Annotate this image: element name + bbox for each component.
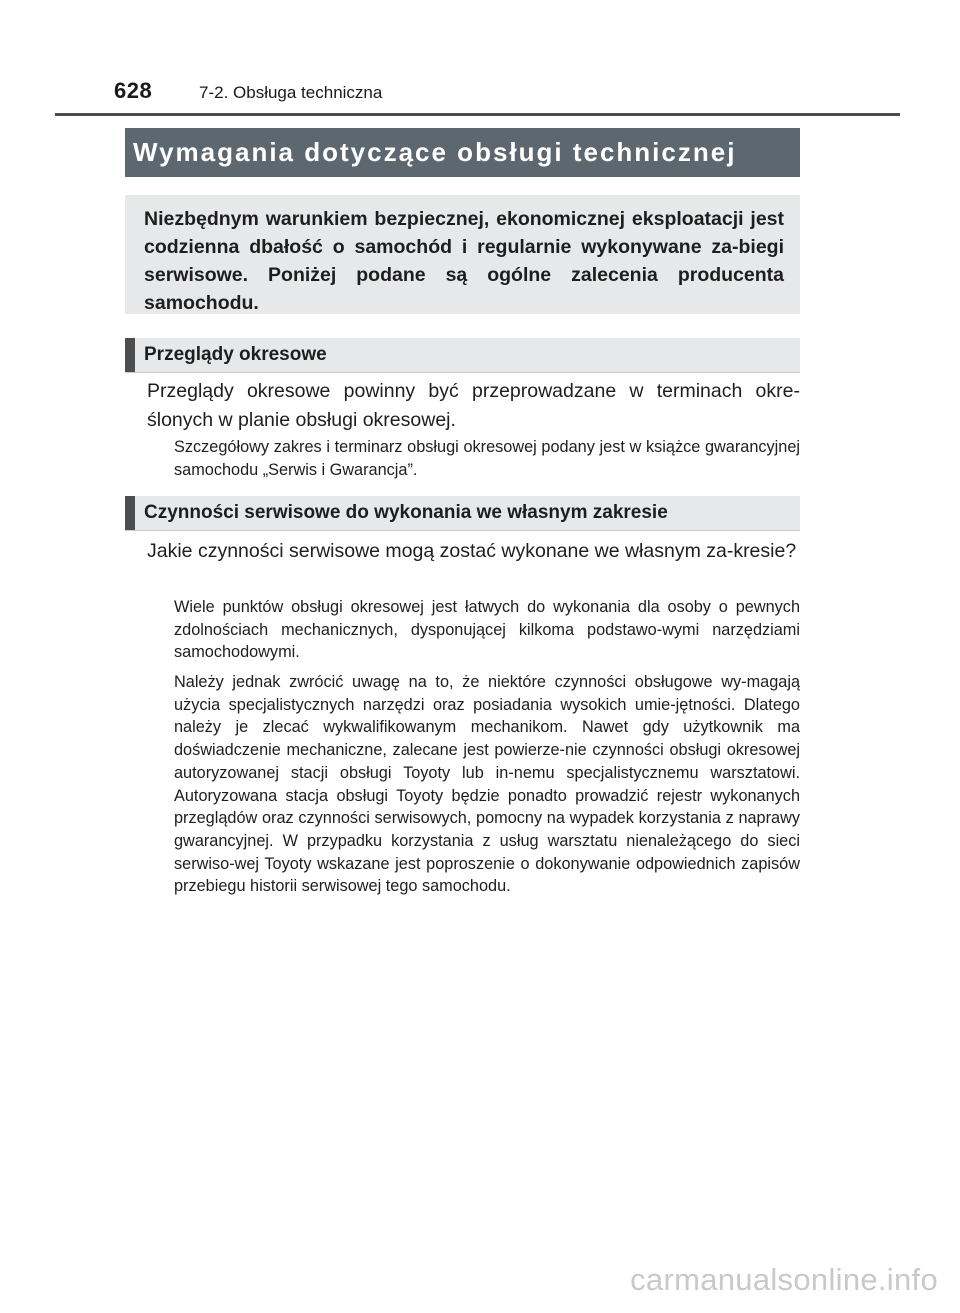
page-title-bar (125, 128, 800, 177)
page-number: 628 (114, 78, 153, 103)
watermark: carmanualsonline.info (630, 1262, 938, 1297)
section-paragraph: Jakie czynności serwisowe mogą zostać wykonane we własnym za-kresie? (147, 540, 797, 562)
section-heading-czynnosci (125, 496, 800, 530)
section-heading-underline (125, 372, 800, 373)
section-heading-underline (125, 530, 800, 531)
intro-text: Niezbędnym warunkiem bezpiecznej, ekonomicznej eksploatacji jest codzienna dbałość o samochód i regularnie wykonywane za-biegi serwisowe. Poniżej podane są ogólne zalecenia producenta samochodu. (144, 208, 784, 314)
section-detail: Wiele punktów obsługi okresowej jest łatwych do wykonania dla osoby o pewnych zdolnościach mechanicznych, dysponującej kilkoma podstawo-wymi narzędziami samochodowymi. (174, 598, 800, 662)
page-title: Wymagania dotyczące obsługi technicznej (133, 137, 737, 167)
section-heading-text: Czynności serwisowe do wykonania we własnym zakresie (144, 502, 668, 523)
section-detail: Szczegółowy zakres i terminarz obsługi okresowej podany jest w książce gwarancyjnej samochodu „Serwis i Gwarancja”. (174, 438, 800, 479)
section-paragraph: Przeglądy okresowe powinny być przeprowadzane w terminach okre-ślonych w planie obsługi okresowej. (147, 380, 800, 431)
header-divider (55, 113, 900, 116)
section-detail: Należy jednak zwrócić uwagę na to, że niektóre czynności obsługowe wy-magają użycia specjalistycznych narzędzi oraz posiadania wysokich umie-jętności. Dlatego należy je zlecać wykwalifikowanym mechanikom. Nawet gdy użytkownik ma doświadczenie mechaniczne, zalecane jest powierze-nie czynności obsługi okresowej autoryzowanej stacji obsługi Toyoty lub in-nemu specjalistycznemu warsztatowi. Autoryzowana stacja obsługi Toyoty będzie ponadto prowadzić rejestr wykonanych przeglądów oraz czynności serwisowych, pomocny na wypadek korzystania z naprawy gwarancyjnej. W przypadku korzystania z usług warsztatu nienależącego do sieci serwiso-wej Toyoty wskazane jest poproszenie o dokonywanie odpowiednich zapisów przebiegu historii serwisowej tego samochodu. (174, 673, 800, 896)
page-header (0, 0, 960, 118)
section-heading-text: Przeglądy okresowe (144, 344, 327, 365)
intro-box (125, 195, 800, 314)
section-reference: 7-2. Obsługa techniczna (199, 83, 383, 102)
section-heading-przeglady (125, 338, 800, 372)
